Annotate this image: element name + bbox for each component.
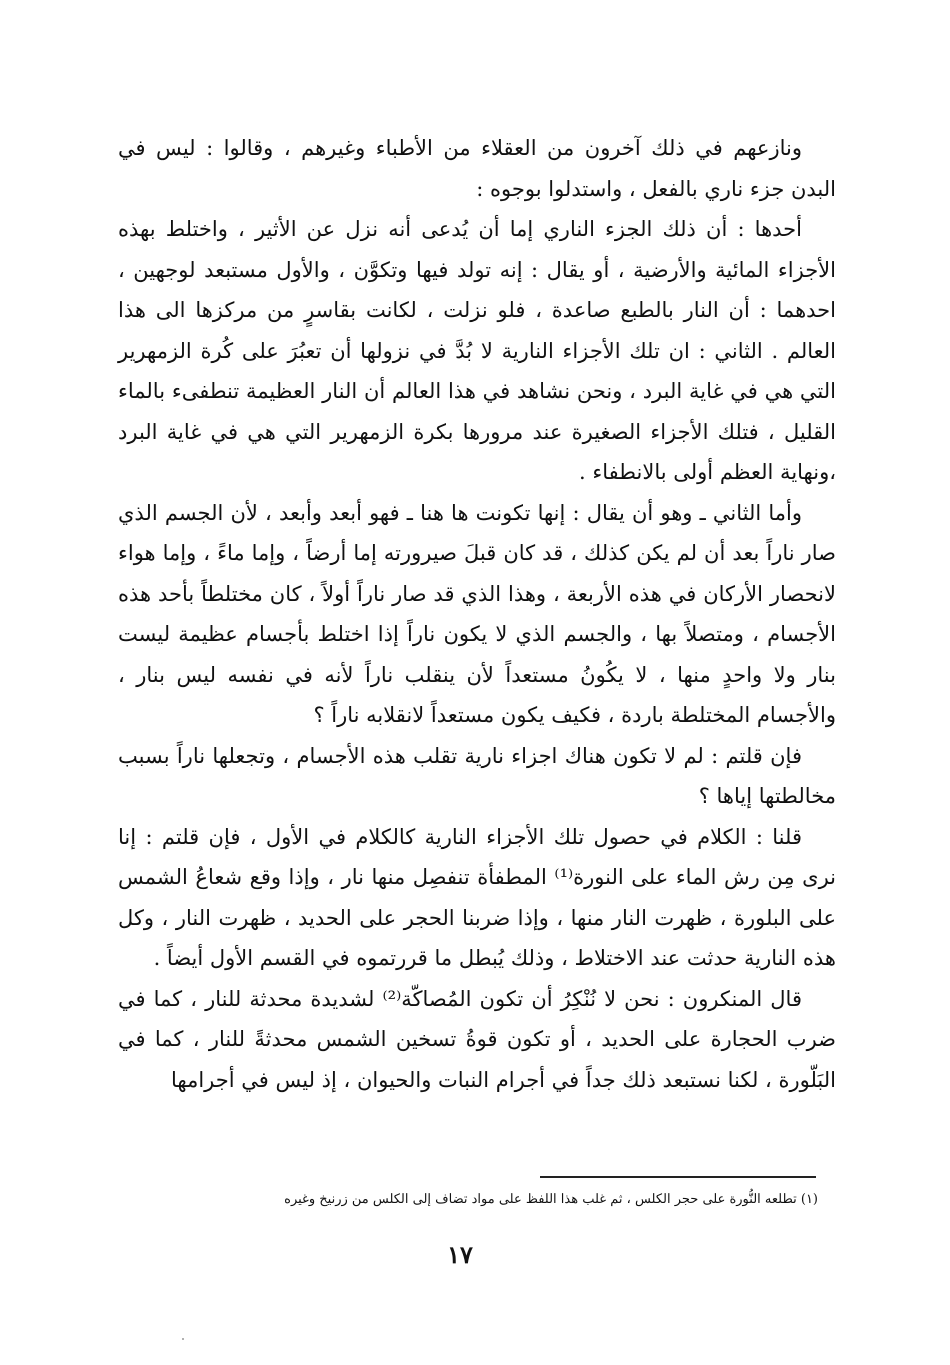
main-text <box>118 128 836 1100</box>
paragraph-4: فإن قلتم : لم لا تكون هناك اجزاء نارية تقلب هذه الأجسام ، وتجعلها ناراً بسبب مخالطتها إياها ؟ <box>118 743 836 808</box>
footnote-divider <box>540 1176 816 1178</box>
paragraph-2: أحدها : أن ذلك الجزء الناري إما أن يُدعى أنه نزل عن الأثير ، واختلط بهذه الأجزاء المائية والأرضية ، أو يقال : إنه تولد فيها وتكوَّن ، والأول مستبعد لوجهين ، احدهما : أن النار بالطبع صاعدة ، فلو نزلت ، لكانت بقاسرٍ من مركزها الى هذا العالم . الثاني : ان تلك الأجزاء النارية لا بُدَّ في نزولها أن تعبُرَ على كُرة الزمهرير التي هي في غاية البرد ، ونحن نشاهد في هذا العالم أن النار العظيمة تنطفىء بالماء القليل ، فتلك الأجزاء الصغيرة عند مرورها بكرة الزمهرير التي هي في غاية البرد ،ونهاية العظم أولى بالانطفاء . <box>118 217 836 484</box>
paragraph-1: ونازعهم في ذلك آخرون من العقلاء من الأطباء وغيرهم ، وقالوا : ليس في البدن جزء ناري بالفعل ، واستدلوا بوجوه : <box>118 136 836 201</box>
paragraph-3: وأما الثاني ـ وهو أن يقال : إنها تكونت ها هنا ـ فهو أبعد وأبعد ، لأن الجسم الذي صار ناراً بعد أن لم يكن كذلك ، قد كان قبلَ صيرورته إما أرضاً ، وإما ماءً ، وإما هواء لانحصار الأركان في هذه الأربعة ، وهذا الذي قد صار ناراً أولاً ، كان مختلطاً بأحد هذه الأجسام ، ومتصلاً بها ، والجسم الذي لا يكون ناراً إذا اختلط بأجسام عظيمة ليست بنار ولا واحدٍ منها ، لا يكُونُ مستعداً لأن ينقلب ناراً لأنه في نفسه ليس بنار ، والأجسام المختلطة باردة ، فكيف يكون مستعداً لانقلابه ناراً ؟ <box>118 500 836 727</box>
scan-speck <box>182 1338 184 1340</box>
paragraph-5: قلنا : الكلام في حصول تلك الأجزاء النارية كالكلام في الأول ، فإن قلتم : إنا نرى مِن رش الماء على النورة⁽¹⁾ المطفأة تنفصِل منها نار ، وإذا وقع شعاعُ الشمس على البلورة ، ظهرت النار منها ، وإذا ضربنا الحجر على الحديد ، ظهرت النار ، وكل هذه النارية حدثت عند الاختلاط ، وذلك يُبطل ما قررتموه في القسم الأول أيضاً . <box>118 824 836 970</box>
footnote: (١) تطلعه النُّورة على حجر الكلس ، ثم غلب هذا اللفظ على مواد تضاف إلى الكلس من زرنيخ وغيره <box>284 1192 818 1207</box>
paragraph-6: قال المنكرون : نحن لا نُنْكِرُ أن تكون المُصاكّة⁽²⁾ لشديدة محدثة للنار ، كما في ضرب الحجارة على الحديد ، أو تكون قوةُ تسخين الشمس محدثةً للنار ، كما في البَلّورة ، لكنا نستبعد ذلك جداً في أجرام النبات والحيوان ، إذ ليس في أجرامها <box>118 986 836 1092</box>
page-number: ١٧ <box>447 1240 473 1269</box>
